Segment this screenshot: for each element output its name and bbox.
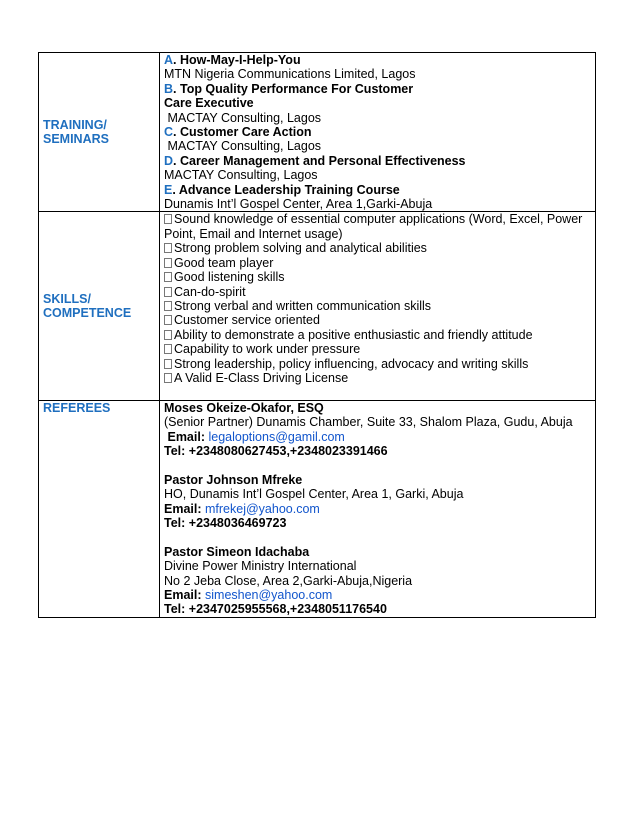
training-row — [39, 53, 596, 212]
training-org-e: Dunamis Int’l Gospel Center, Area 1,Garki-Abuja — [164, 197, 433, 212]
skills-label-line1: SKILLS/ — [43, 291, 91, 306]
referee-email-line: Email: legaloptions@gamil.com — [167, 429, 345, 444]
training-item-b-cont: Care Executive — [164, 96, 254, 111]
referee-email-line: Email: mfrekej@yahoo.com — [164, 501, 320, 516]
bullet-box-icon — [164, 330, 172, 340]
bullet-box-icon — [164, 258, 172, 268]
bullet-box-icon — [164, 272, 172, 282]
skill-item: Strong leadership, policy influencing, advocacy and writing skills — [164, 357, 591, 371]
bullet-box-icon — [164, 243, 172, 253]
referee-name: Pastor Johnson Mfreke — [164, 472, 303, 487]
training-org-a: MTN Nigeria Communications Limited, Lagos — [164, 67, 416, 82]
skill-item: Capability to work under pressure — [164, 342, 591, 356]
bullet-box-icon — [164, 373, 172, 383]
referee-email-link[interactable]: simeshen@yahoo.com — [205, 587, 333, 602]
skill-item: Ability to demonstrate a positive enthusiastic and friendly attitude — [164, 328, 591, 342]
spacer — [164, 385, 591, 399]
training-item-e: E. Advance Leadership Training Course — [164, 182, 400, 197]
bullet-box-icon — [164, 287, 172, 297]
referee-email-link[interactable]: mfrekej@yahoo.com — [205, 501, 320, 516]
bullet-box-icon — [164, 315, 172, 325]
training-item-b: B. Top Quality Performance For Customer — [164, 81, 414, 96]
skill-item: A Valid E-Class Driving License — [164, 371, 591, 385]
referee-name: Moses Okeize-Okafor, ESQ — [164, 400, 324, 415]
bullet-box-icon — [164, 214, 172, 224]
training-org-b: MACTAY Consulting, Lagos — [167, 110, 322, 125]
referee-detail: HO, Dunamis Int’l Gospel Center, Area 1, Garki, Abuja — [164, 487, 464, 502]
skills-content — [160, 212, 596, 400]
referee-detail: (Senior Partner) Dunamis Chamber, Suite 33, Shalom Plaza, Gudu, Abuja — [164, 415, 573, 430]
spacer — [164, 530, 591, 544]
training-org-c: MACTAY Consulting, Lagos — [167, 139, 322, 154]
spacer — [164, 458, 591, 472]
skill-item: Customer service oriented — [164, 313, 591, 327]
skill-item: Strong problem solving and analytical abilities — [164, 241, 591, 255]
referees-content — [160, 400, 596, 617]
referee-detail: Divine Power Ministry International — [164, 559, 357, 574]
skills-label — [39, 212, 160, 400]
skills-label-line2: COMPETENCE — [43, 306, 132, 321]
training-label-line2: SEMINARS — [43, 132, 109, 147]
skill-item: Good listening skills — [164, 270, 591, 284]
cv-table — [38, 52, 596, 618]
referee-email-link[interactable]: legaloptions@gamil.com — [208, 429, 345, 444]
skill-item: Sound knowledge of essential computer applications (Word, Excel, Power Point, Email and Internet usage) — [164, 212, 583, 241]
bullet-box-icon — [164, 359, 172, 369]
referees-label: REFEREES — [39, 400, 160, 617]
bullet-box-icon — [164, 344, 172, 354]
referee-name: Pastor Simeon Idachaba — [164, 544, 310, 559]
referee-tel: Tel: +2348036469723 — [164, 515, 287, 530]
referee-tel: Tel: +2347025955568,+2348051176540 — [164, 602, 387, 617]
training-label-line1: TRAINING/ — [43, 117, 107, 132]
skills-row — [39, 212, 596, 400]
bullet-box-icon — [164, 301, 172, 311]
training-item-a: A. How-May-I-Help-You — [164, 53, 301, 67]
skill-item: Strong verbal and written communication skills — [164, 299, 591, 313]
training-label — [39, 53, 160, 212]
training-item-d: D. Career Management and Personal Effectiveness — [164, 153, 466, 168]
skill-item: Can-do-spirit — [164, 285, 591, 299]
referees-row — [39, 400, 596, 617]
skill-item: Good team player — [164, 256, 591, 270]
training-content — [160, 53, 596, 212]
referee-detail: No 2 Jeba Close, Area 2,Garki-Abuja,Nigeria — [164, 573, 413, 588]
training-org-d: MACTAY Consulting, Lagos — [164, 168, 318, 183]
referee-email-line: Email: simeshen@yahoo.com — [164, 587, 333, 602]
referee-tel: Tel: +2348080627453,+2348023391466 — [164, 443, 388, 458]
training-item-c: C. Customer Care Action — [164, 125, 312, 140]
